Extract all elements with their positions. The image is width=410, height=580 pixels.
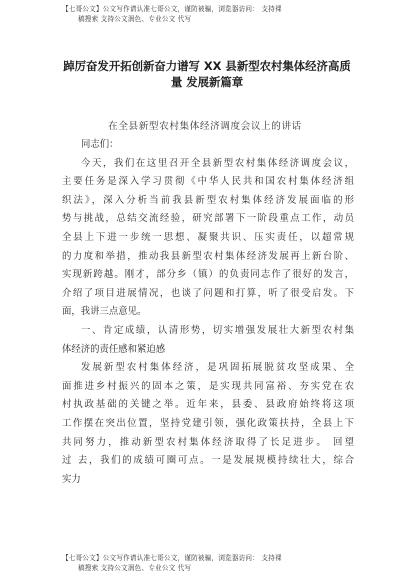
body-line: 实力 xyxy=(62,473,81,485)
body-line: 同志们： xyxy=(81,139,119,150)
document-title xyxy=(62,58,352,90)
body-line: 体经济的责任感和紧迫感 xyxy=(62,343,166,355)
header-banner-line1: 【七哥公文】公文写作请认准七哥公文，谨防被骗，浏览器访问： 支持裸 xyxy=(62,5,282,13)
body-line: 全县上下进一步统一思想、凝聚共识、压实责任，以超常规 xyxy=(62,231,354,243)
header-banner xyxy=(62,4,362,24)
body-line: 一、肯定成绩，认清形势，切实增强发展壮大新型农村集 xyxy=(81,324,354,336)
header-banner-line2: 稿搜索 支持公文润色、专业公文 代写 xyxy=(78,15,192,23)
body-line: 共同努力，推动新型农村集体经济取得了长足进步。 回望 xyxy=(62,436,354,448)
body-line: 势与挑战，总结交流经验，研究部署下一阶段重点工作，动员 xyxy=(62,213,354,225)
body-line: 织法》，深入分析当前我县新型农村集体经济发展面临的形 xyxy=(62,194,354,206)
body-line: 今天，我们在这里召开全县新型农村集体经济调度会议， xyxy=(81,157,354,169)
title-line1: 踔厉奋发开拓创新奋力谱写 XX 县新型农村集体经济高质 xyxy=(63,59,351,73)
body-line: 的力度和举措，推动我县新型农村集体经济发展再上新台阶、 xyxy=(62,250,354,262)
body-line: 实现新跨越。刚才，部分乡（镇）的负责同志作了很好的发言， xyxy=(62,269,354,281)
body-line: 过 去，我们的成绩可圈可点。一是发展规模持续壮大，综合 xyxy=(62,455,354,467)
body-line: 介绍了项目进展情况，也谈了问题和打算，听了很受启发。下 xyxy=(62,287,354,299)
footer-banner-line2: 稿搜索 支持公文润色、专业公文 代写 xyxy=(78,564,192,572)
body-line: 村执政基础的关键之举。近年来，县委、县政府始终将这项 xyxy=(62,399,354,411)
body-line: 主要任务是深入学习贯彻《中华人民共和国农村集体经济组 xyxy=(62,176,354,188)
body-line: 发展新型农村集体经济，是巩固拓展脱贫攻坚成果、全 xyxy=(81,362,354,374)
footer-banner-line1: 【七哥公文】公文写作请认准七哥公文，谨防被骗，浏览器访问： 支持裸 xyxy=(62,554,282,562)
title-line2: 量 发展新篇章 xyxy=(170,75,244,89)
body-line: 面，我讲三点意见。 xyxy=(62,306,147,318)
document-body xyxy=(62,136,354,489)
body-line: 工作摆在突出位置，坚持党建引领，强化政策扶持，全县上下 xyxy=(62,417,354,429)
body-line: 面推进乡村振兴的固本之策，是实现共同富裕、夯实党在农 xyxy=(62,380,354,392)
footer-banner xyxy=(62,553,362,573)
document-subtitle: 在全县新型农村集体经济调度会议上的讲话 xyxy=(108,121,302,132)
